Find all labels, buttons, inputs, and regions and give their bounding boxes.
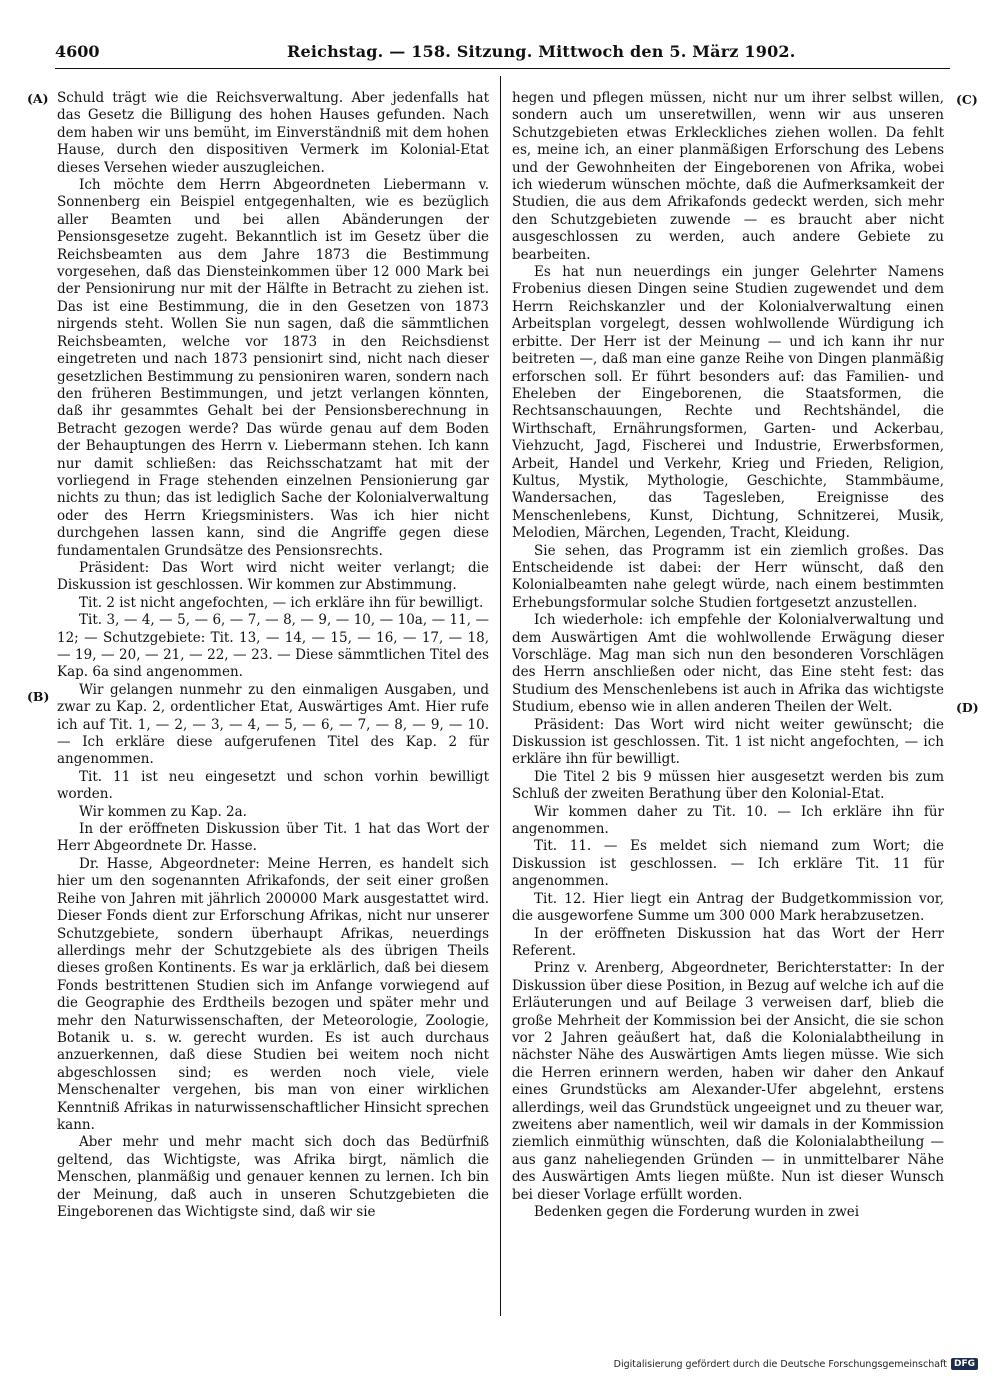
paragraph: Wir gelangen nunmehr zu den einmaligen Ausgaben, und zwar zu Kap. 2, ordentlicher Etat, Auswärtiges Amt. Hier rufe ich auf Tit. 1, — 2, — 3, — 4, — 5, — 6, — 7, — 8, — 9, — 10. — Ich erkläre diese aufgerufenen Titel des Kap. 2 für angenommen. [57, 681, 489, 768]
paragraph: Bedenken gegen die Forderung wurden in zwei [534, 1204, 860, 1220]
paragraph: Tit. 11 ist neu eingesetzt und schon vorhin bewilligt worden. [57, 768, 489, 803]
paragraph: In der eröffneten Diskussion hat das Wort der Herr Referent. [512, 925, 944, 959]
paragraph: Schuld trägt wie die Reichsverwaltung. Aber jedenfalls hat das Gesetz die Billigung des hohen Hauses gefunden. Nach dem haben wir uns bemüht, im Einverständniß mit dem hohen Hause, durch den dispositiven Vermerk im Kolonial-Etat dieses Versehen wieder auszugleichen. [57, 90, 489, 176]
column-separator [500, 76, 501, 1316]
paragraph: Es hat nun neuerdings ein junger Gelehrter Namens Frobenius diesen Dingen seine Studien zugewendet und dem Herrn Reichskanzler und der Kolonialverwaltung einen Arbeitsplan vorgelegt, dessen wohlwollende Würdigung ich erbitte. Der Herr ist der Meinung — und ich kann ihr nur beitreten —, daß man eine ganze Reihe von Dingen planmäßig erforschen soll. Er führt besonders auf: das Familien- und Eheleben der Eingeborenen, die Staatsformen, die Rechtsanschauungen, Rechte und Rechtshändel, die Wirthschaft, Ernährungsformen, Garten- und Ackerbau, Viehzucht, Jagd, Fischerei und Industrie, Erwerbsformen, Arbeit, Handel und Verkehr, Krieg und Frieden, Religion, Kultus, Mystik, Mythologie, Geschichte, Stammbäume, Wandersachen, das Tagesleben, Ereignisse des Menschenlebens, Kunst, Dichtung, Schnitzerei, Musik, Melodien, Märchen, Legenden, Tracht, Kleidung. [512, 264, 944, 542]
left-column [57, 90, 489, 1320]
right-column [512, 90, 944, 1320]
margin-marker-d: (D) [956, 700, 979, 715]
paragraph: Tit. 3, — 4, — 5, — 6, — 7, — 8, — 9, — 10, — 10a, — 11, — 12; — Schutzgebiete: Tit. 13, — 14, — 15, — 16, — 17, — 18, — 19, — 20, — 21, — 22, — 23. — Diese sämmtlichen Titel des Kap. 6a sind angenommen. [57, 612, 489, 681]
paragraph: Ich möchte dem Herrn Abgeordneten Liebermann v. Sonnenberg ein Beispiel entgegenhalten, wie es bezüglich aller Beamten und bei allen Abänderungen der Pensionsgesetze zugeht. Bekanntlich ist im Gesetz über die Reichsbeamten aus dem Jahre 1873 die Bestimmung vorgesehen, daß das Diensteinkommen über 12 000 Mark bei der Pensionirung nur mit der Hälfte in Betracht zu ziehen ist. Das ist eine Bestimmung, die in den Gesetzen von 1873 nirgends steht. Wollen Sie nun sagen, daß die sämmtlichen Reichsbeamten, welche vor 1873 in den Reichsdienst eingetreten und nach 1873 pensionirt sind, nicht nach dieser gesetzlichen Bestimmung zu pensioniren waren, sondern nach den früheren Bestimmungen, und jetzt verlangen könnten, daß ihr gesammtes Gehalt bei der Pensionsberechnung in Betracht gezogen werde? Das würde genau auf dem Boden der Behauptungen des Herrn v. Liebermann stehen. Ich kann nur damit schließen: das Reichsschatzamt hat mit der vorliegend in Frage stehenden einzelnen Pensionierung gar nichts zu thun; das ist lediglich Sache der Kolonialverwaltung oder des Herrn Kriegsministers. Was ich hier nicht durchgehen lassen kann, sind die Angriffe gegen diese fundamentalen Grundsätze des Pensionsrechts. [57, 177, 489, 559]
paragraph: Prinz v. Arenberg, Abgeordneter, Berichterstatter: In der Diskussion über diese Position, in Bezug auf welche ich auf die Erläuterungen und auf Beilage 3 verweisen darf, blieb die große Mehrheit der Kommission bei der Ansicht, die sie schon vor 2 Jahren geäußert hat, daß die Kolonialabtheilung in nächster Nähe des Auswärtigen Amts liegen müsse. Wie sich die Herren erinnern werden, haben wir daher den Ankauf eines Grundstücks am Alexander-Ufer abgelehnt, erstens allerdings, weil das Grundstück ungeeignet und zu theuer war, zweitens aber namentlich, weil wir damals in der Kommission ziemlich einmüthig wünschten, daß die Kolonialabtheilung — aus ganz naheliegenden Gründen — in unmittelbarer Nähe des Auswärtigen Amts liegen müßte. Nun ist dieser Wunsch bei dieser Vorlage erfüllt worden. [512, 960, 944, 1203]
page-header [55, 42, 796, 66]
paragraph: Präsident: Das Wort wird nicht weiter verlangt; die Diskussion ist geschlossen. Wir kommen zur Abstimmung. [57, 559, 489, 594]
margin-marker-a: (A) [27, 91, 49, 106]
paragraph: Tit. 12. Hier liegt ein Antrag der Budgetkommission vor, die ausgeworfene Summe um 300 000 Mark herabzusetzen. [512, 890, 944, 925]
paragraph: In der eröffneten Diskussion über Tit. 1 hat das Wort der Herr Abgeordnete Dr. Hasse. [57, 821, 489, 855]
header-title: Reichstag. — 158. Sitzung. Mittwoch den 5. März 1902. [287, 42, 796, 61]
paragraph: Dr. Hasse, Abgeordneter: Meine Herren, es handelt sich hier um den sogenannten Afrikafonds, der seit einer großen Reihe von Jahren mit jährlich 200000 Mark ausgestattet wird. Dieser Fonds dient zur Erforschung Afrikas, nicht nur unserer Schutzgebiete, sondern überhaupt Afrikas, neuerdings allerdings mehr der Schutzgebiete als des übrigen Theils dieses großen Kontinents. Es war ja erklärlich, daß bei diesem Fonds bestrittenen Studien sich im Anfange vorwiegend auf die Geographie des Erdtheils bezogen und später mehr und mehr den Naturwissenschaften, der Meteorologie, Zoologie, Botanik u. s. w. gerecht wurden. Es ist auch durchaus anzuerkennen, daß diese Studien bei weitem noch nicht abgeschlossen sind; es werden noch viele, viele Menschenalter vergehen, bis man von einer wirklichen Kenntniß Afrikas in naturwissenschaftlicher Hinsicht sprechen kann. [57, 855, 489, 1133]
paragraph: hegen und pflegen müssen, nicht nur um ihrer selbst willen, sondern auch um unseretwillen, wenn wir aus unseren Schutzgebieten etwas Erkleckliches ziehen wollen. Da fehlt es, meine ich, an einer planmäßigen Erforschung des Lebens und der Gewohnheiten der Eingeborenen von Afrika, wobei ich wiederum wünschen möchte, daß die Aufmerksamkeit der Studien, die aus dem Afrikafonds gedeckt werden, sich mehr den Schutzgebieten zuwende — es braucht aber nicht ausgeschlossen zu werden, auch andere Gebiete zu bearbeiten. [512, 90, 944, 263]
paragraph: Tit. 11. — Es meldet sich niemand zum Wort; die Diskussion ist geschlossen. — Ich erkläre Tit. 11 für angenommen. [512, 838, 944, 890]
funding-notice: Digitalisierung gefördert durch die Deutsche Forschungsgemeinschaft [613, 1358, 947, 1370]
footer [614, 1356, 978, 1372]
paragraph: Wir kommen zu Kap. 2a. [79, 803, 247, 820]
paragraph: Aber mehr und mehr macht sich doch das Bedürfniß geltend, das Wichtigste, was Afrika birgt, nämlich die Menschen, planmäßig und genauer kennen zu lernen. Ich bin der Meinung, daß auch in unseren Schutzgebieten die Eingeborenen das Wichtigste sind, daß wir sie [57, 1134, 489, 1220]
margin-marker-c: (C) [956, 92, 978, 107]
header-rule [55, 68, 950, 69]
paragraph: Präsident: Das Wort wird nicht weiter gewünscht; die Diskussion ist geschlossen. Tit. 1 ist nicht angefochten, — ich erkläre ihn für bewilligt. [512, 716, 944, 768]
paragraph: Wir kommen daher zu Tit. 10. — Ich erkläre ihn für angenommen. [512, 803, 944, 838]
page-number: 4600 [55, 42, 100, 61]
paragraph: Tit. 2 ist nicht angefochten, — ich erkläre ihn für bewilligt. [79, 594, 484, 611]
paragraph: Sie sehen, das Programm ist ein ziemlich großes. Das Entscheidende ist dabei: der Herr wünscht, daß den Kolonialbeamten nahe gelegt würde, nach einem bestimmten Erhebungsformular solche Studien fortgesetzt anzustellen. [512, 542, 944, 611]
paragraph: Die Titel 2 bis 9 müssen hier ausgesetzt werden bis zum Schluß der zweiten Berathung über den Kolonial-Etat. [512, 768, 944, 803]
dfg-logo: DFG [951, 1358, 978, 1370]
margin-marker-b: (B) [27, 689, 50, 704]
paragraph: Ich wiederhole: ich empfehle der Kolonialverwaltung und dem Auswärtigen Amt die wohlwollende Erwägung dieser Vorschläge. Mag man sich nun den besonderen Vorschlägen des Herrn anschließen oder nicht, das Eine steht fest: das Studium des Menschenlebens ist auch in Afrika das wichtigste Studium, ebenso wie in allen anderen Theilen der Welt. [512, 612, 944, 716]
